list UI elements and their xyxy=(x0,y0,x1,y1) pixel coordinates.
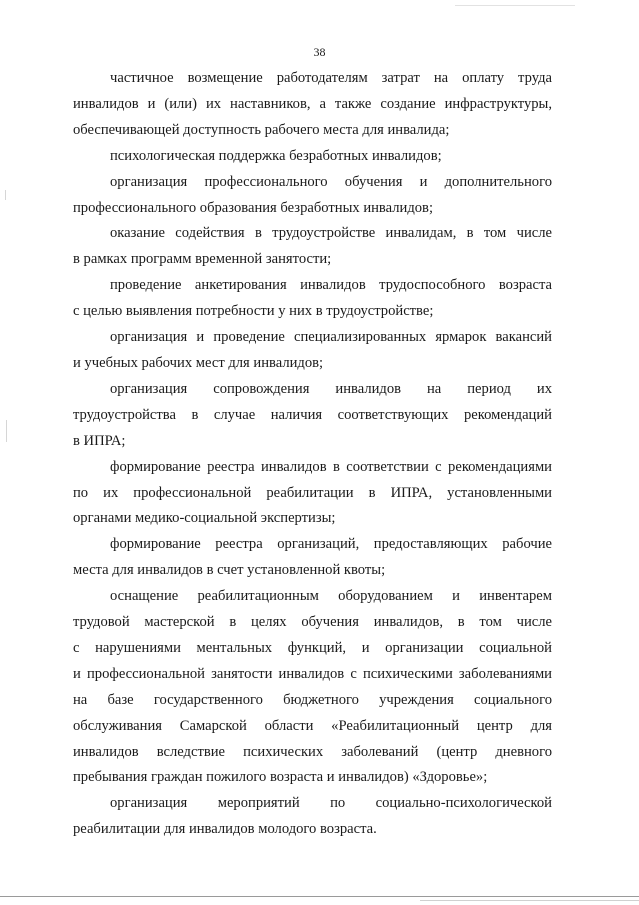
paragraph-line: с целью выявления потребности у них в трудоустройстве; xyxy=(73,303,434,320)
list-paragraph xyxy=(73,532,552,584)
paragraph-line: органами медико-социальной экспертизы; xyxy=(73,510,336,527)
paragraph-line: организация профессионального обучения и дополнительного xyxy=(110,173,552,190)
list-paragraph xyxy=(73,170,552,222)
paragraph-line: оказание содействия в трудоустройстве инвалидам, в том числе xyxy=(110,225,552,242)
paragraph-line: трудоустройства в случае наличия соответствующих рекомендаций xyxy=(73,406,552,423)
paragraph-line: в рамках программ временной занятости; xyxy=(73,251,332,268)
scan-artifact-left-mark xyxy=(6,420,7,442)
paragraph-line: формирование реестра организаций, предоставляющих рабочие xyxy=(110,536,552,553)
list-paragraph xyxy=(73,791,552,843)
scan-artifact-top xyxy=(455,5,575,6)
paragraph-line: места для инвалидов в счет установленной квоты; xyxy=(73,562,386,579)
paragraph-line: обеспечивающей доступность рабочего места для инвалида; xyxy=(73,121,450,138)
paragraph-line: реабилитации для инвалидов молодого возраста. xyxy=(73,821,377,838)
paragraph-line: организация и проведение специализированных ярмарок вакансий xyxy=(110,329,552,346)
paragraph-line: организация сопровождения инвалидов на период их xyxy=(110,380,552,397)
paragraph-line: формирование реестра инвалидов в соответствии с рекомендациями xyxy=(110,458,552,475)
list-paragraph xyxy=(73,144,552,170)
paragraph-line: и профессиональной занятости инвалидов с психическими заболеваниями xyxy=(73,665,552,682)
paragraph-line: инвалидов вследствие психических заболеваний (центр дневного xyxy=(73,743,552,760)
document-body xyxy=(73,66,552,843)
paragraph-line: обслуживания Самарской области «Реабилитационный центр для xyxy=(73,717,552,734)
list-paragraph xyxy=(73,325,552,377)
paragraph-line: пребывания граждан пожилого возраста и инвалидов) «Здоровье»; xyxy=(73,769,488,786)
paragraph-line: психологическая поддержка безработных инвалидов; xyxy=(110,147,442,164)
list-paragraph xyxy=(73,377,552,455)
list-paragraph xyxy=(73,584,552,791)
paragraph-line: профессионального образования безработных инвалидов; xyxy=(73,199,433,216)
paragraph-line: в ИПРА; xyxy=(73,432,126,449)
scan-artifact-bottom xyxy=(0,896,639,897)
paragraph-line: на базе государственного бюджетного учреждения социального xyxy=(73,691,552,708)
list-paragraph xyxy=(73,221,552,273)
paragraph-line: с нарушениями ментальных функций, и организации социальной xyxy=(73,639,552,656)
scan-artifact-left-mark-small xyxy=(5,190,6,200)
paragraph-line: проведение анкетирования инвалидов трудоспособного возраста xyxy=(110,277,552,294)
list-paragraph xyxy=(73,66,552,144)
paragraph-line: трудовой мастерской в целях обучения инвалидов, в том числе xyxy=(73,614,552,631)
paragraph-line: частичное возмещение работодателям затрат на оплату труда xyxy=(110,70,552,86)
list-paragraph xyxy=(73,273,552,325)
list-paragraph xyxy=(73,455,552,533)
scan-artifact-bottom-secondary xyxy=(420,900,639,901)
page-number: 38 xyxy=(313,45,326,59)
paragraph-line: инвалидов и (или) их наставников, а также создание инфраструктуры, xyxy=(73,95,552,112)
paragraph-line: и учебных рабочих мест для инвалидов; xyxy=(73,354,324,371)
paragraph-line: оснащение реабилитационным оборудованием и инвентарем xyxy=(110,588,552,605)
paragraph-line: организация мероприятий по социально-психологической xyxy=(110,795,552,812)
paragraph-line: по их профессиональной реабилитации в ИПРА, установленными xyxy=(73,484,552,501)
